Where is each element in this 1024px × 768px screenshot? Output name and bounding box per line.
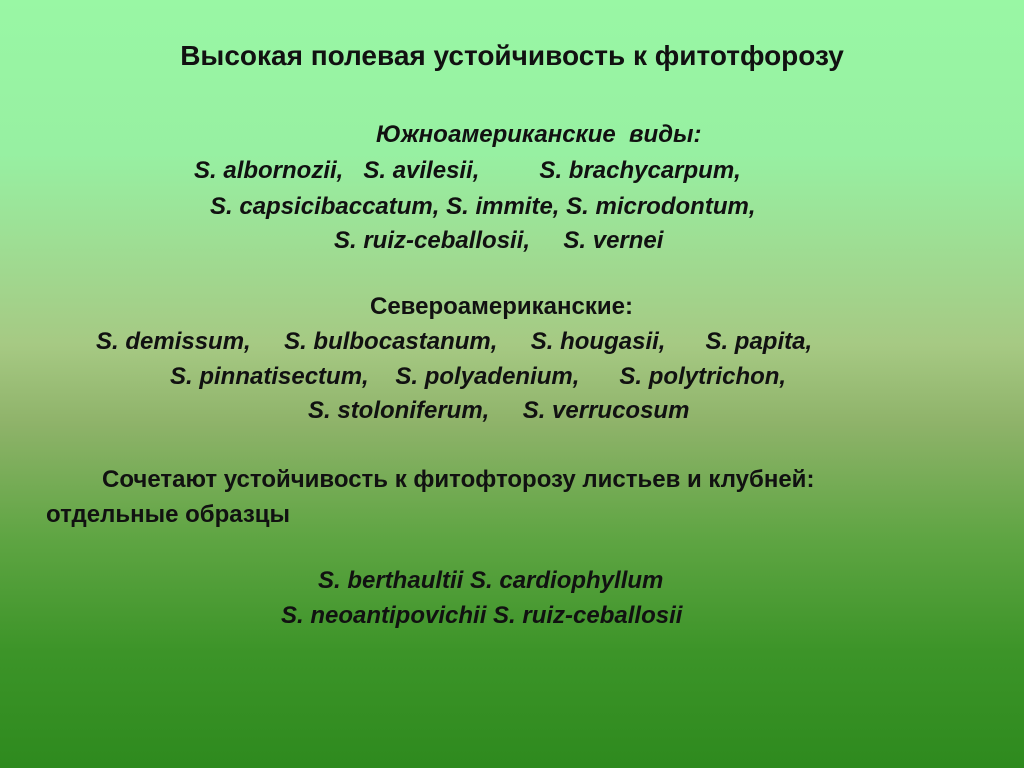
combined-resistance-text: Сочетают устойчивость к фитофторозу листьев и клубней: bbox=[102, 466, 815, 493]
south-american-species-line: S. ruiz-ceballosii, S. vernei bbox=[334, 227, 664, 254]
north-american-species-line: S. stoloniferum, S. verrucosum bbox=[308, 397, 690, 424]
north-american-heading: Североамериканские: bbox=[370, 293, 633, 320]
north-american-species-line: S. demissum, S. bulbocastanum, S. hougasii, S. papita, bbox=[96, 328, 813, 355]
south-american-heading: Южноамериканские виды: bbox=[376, 121, 702, 148]
slide-title: Высокая полевая устойчивость к фитотфорозу bbox=[180, 40, 844, 71]
north-american-species-line: S. pinnatisectum, S. polyadenium, S. polytrichon, bbox=[170, 363, 787, 390]
combined-species-line: S. neoantipovichii S. ruiz-ceballosii bbox=[281, 602, 683, 629]
combined-species-line: S. berthaultii S. cardiophyllum bbox=[318, 567, 664, 594]
south-american-species-line: S. albornozii, S. avilesii, S. brachycarpum, bbox=[194, 157, 741, 184]
south-american-species-line: S. capsicibaccatum, S. immite, S. microdontum, bbox=[210, 193, 756, 220]
combined-resistance-text-continued: отдельные образцы bbox=[46, 501, 291, 528]
